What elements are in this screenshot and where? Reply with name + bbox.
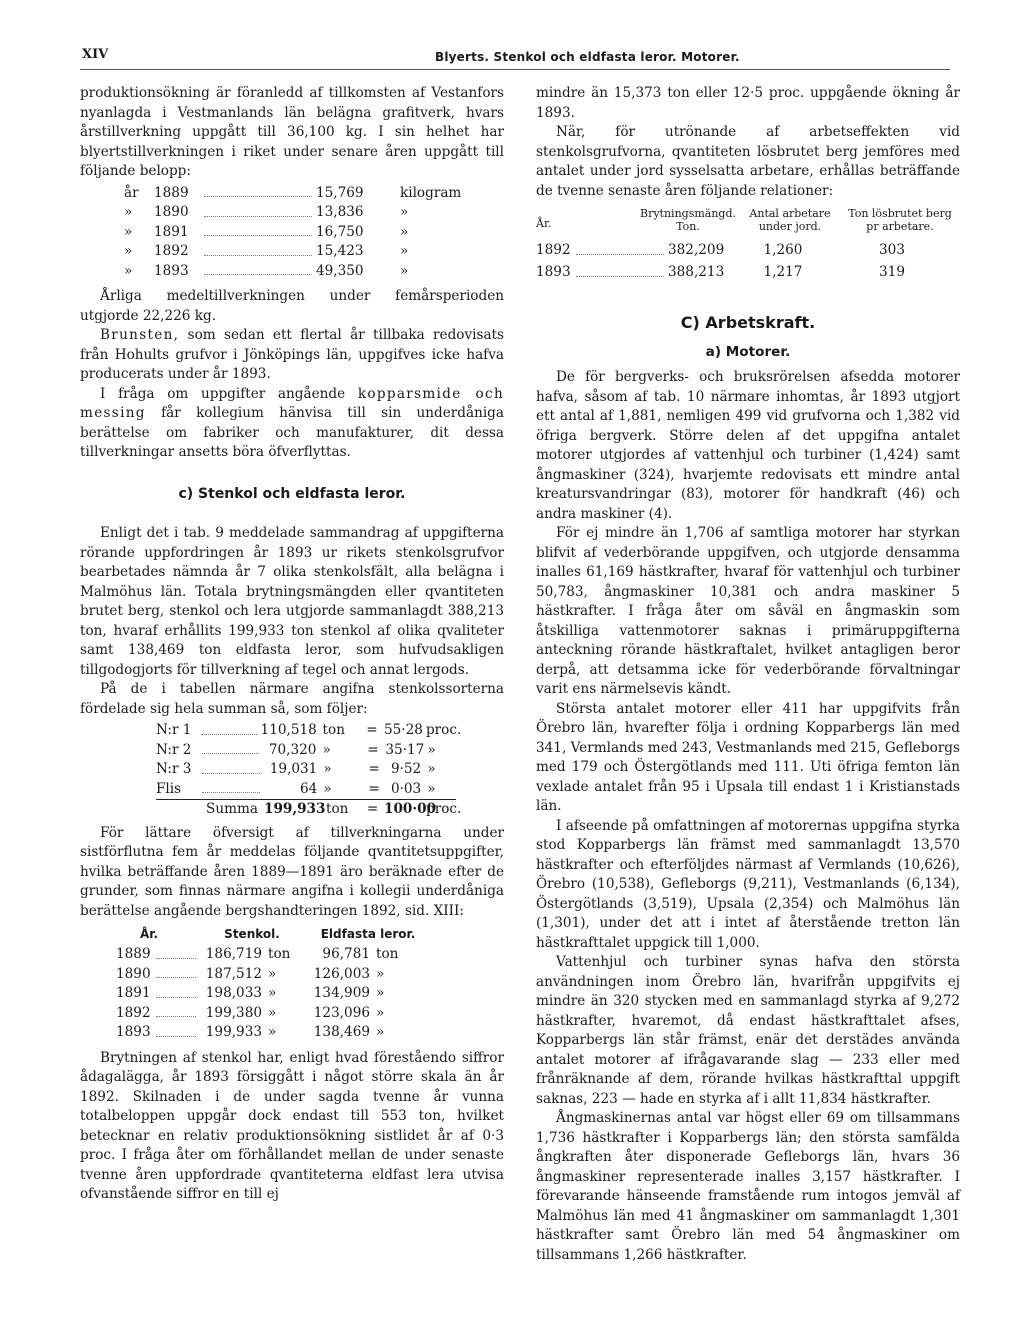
- sort-row: [156, 760, 456, 780]
- production-row: [116, 984, 446, 1004]
- graphite-year: 1890: [154, 204, 189, 220]
- right-column: [536, 84, 960, 1265]
- graphite-unit: »: [400, 262, 409, 279]
- sort-row: [156, 780, 456, 800]
- paragraph-waterwheels: Vattenhjul och turbiner synas hafva den största användningen inom Örebro län, hvarifrån uppgifvits ej mindre än 320 stycken med en sammanlagd styrka af 9,272 hästkrafter, hvaremot, då endast hästkrafttalet afses, Kopparbergs län står främst, enär det derstädes använda antalet motorer af ifrågavarande slag — 233 eller med frånräknande af dem, rörande hvilkas hästkrafttal uppgift saknas, 223 — hade en styrka af i allt 11,834 hästkrafter.: [536, 954, 960, 1107]
- graphite-prefix: »: [124, 223, 133, 240]
- production-coal: 199,380: [205, 1004, 262, 1021]
- kopparsmide-word: kopparsmide och messing: [80, 385, 505, 421]
- production-coal-unit: »: [268, 965, 277, 982]
- production-table: [116, 925, 446, 1043]
- paragraph-horsepower: För ej mindre än 1,706 af samtliga motorer har styrkan blifvit af vederbörande uppgifven, och utgjorde densamma inalles 61,169 hästkrafter, hvaraf för vattenhjul och turbiner 50,783, ångmaskiner 10,381 och andra maskiner 5 hästkrafter. I fråga åter om såväl en ångmaskin som åtskilliga vattenmotorer saknas i primäruppgifterna anteckning rörande hästkraftalet, hvilket antagligen beror derpå, att detsamma icke för vederbörande förvaltningar varit ens närmelsevis kändt.: [536, 525, 960, 697]
- labor-header-per-worker: Ton lösbrutet berg pr arbetare.: [848, 207, 952, 233]
- section-heading-arbetskraft: C) Arbetskraft.: [680, 313, 816, 332]
- production-row: [116, 965, 446, 985]
- production-year: 1889: [116, 946, 151, 962]
- production-row: [116, 1023, 446, 1043]
- sort-name: Flis: [156, 780, 182, 797]
- sort-value: 70,320: [268, 741, 317, 758]
- dot-leader: [156, 1023, 196, 1037]
- production-year: 1893: [116, 1024, 151, 1040]
- production-clay: 123,096: [313, 1004, 370, 1021]
- paragraph-brytningen: Brytningen af stenkol har, enligt hvad föreståendo siffror ådagalägga, år 1893 försiggått i något större skala än år 1892. Skilnaden i de under sagda tvenne år vunna totalbeloppen uppgår dock endast till 553 ton, hvilket betecknar en relativ produktionsökning sistlidet år af 0·3 proc. I fråga åter om förhållandet mellan de under senaste tvenne åren uppfordrade qvantiteterna eldfast lera utvisa ofvanstående siffror en till ej: [80, 1049, 504, 1202]
- graphite-yearly-table: [124, 184, 504, 282]
- graphite-unit: »: [400, 243, 409, 259]
- brunsten-text: som sedan ett flertal år tillbaka redovisats från Hohults grufvor i Jönköpings län, uppgifves icke hafva producerats under år 1893.: [80, 327, 504, 382]
- paragraph-overview-intro: För lättare öfversigt af tillverkningarna under sistförflutna fem år meddelas följande qvantitetsuppgifter, hvilka beträffande åren 1889—1891 äro beräknade efter de grunder, som finnas närmare angifna i kollegii underdåniga berättelse angående bergshandteringen 1892, sid. XIII:: [80, 824, 504, 919]
- production-coal-unit: »: [268, 1024, 277, 1040]
- dot-leader: [156, 965, 196, 979]
- production-coal: 187,512: [205, 965, 262, 982]
- graphite-prefix: år: [124, 184, 139, 201]
- graphite-unit: »: [400, 223, 409, 240]
- graphite-year: 1891: [154, 223, 189, 240]
- graphite-year: 1892: [154, 243, 189, 259]
- sort-row: [156, 741, 456, 761]
- page-header: [80, 45, 950, 70]
- sort-value: 19,031: [269, 761, 318, 777]
- sort-name: N:r 3: [156, 761, 192, 777]
- section-heading-stenkol: c) Stenkol och eldfasta leror.: [178, 485, 406, 502]
- dot-leader: [576, 241, 664, 255]
- paragraph-brunsten: [80, 326, 504, 385]
- kopparsmide-pre: I fråga om uppgifter angående: [100, 385, 358, 402]
- sort-percent-unit: »: [427, 780, 436, 797]
- production-coal: 186,719: [205, 946, 262, 962]
- dot-leader: [202, 760, 260, 774]
- sum-equals: =: [366, 801, 379, 817]
- graphite-unit: kilogram: [400, 184, 462, 201]
- graphite-value: 49,350: [316, 262, 364, 279]
- production-header-year: År.: [140, 927, 159, 941]
- production-coal-unit: »: [268, 985, 277, 1001]
- paragraph-kopparsmide: [80, 385, 504, 463]
- paragraph-steam-engines: Ångmaskinernas antal var högst eller 69 om tillsammans 1,736 hästkrafter i Kopparbergs län; den största samfälda ångkraften åter disponerade Gefleborgs län, hvars 36 ångmaskiner representerade inalles 3,157 hästkrafter. I förevarande hänseende framstående rum intogos jemväl af Malmöhus län med 41 ångmaskiner om sammanlagdt 1,301 hästkrafter samt Örebro län med 54 ångmaskiner om tillsammans 1,266 hästkrafter.: [536, 1110, 960, 1263]
- sum-percent: 100·00: [384, 801, 437, 817]
- production-clay-unit: »: [376, 965, 385, 982]
- graphite-row: [124, 242, 504, 262]
- dot-leader: [156, 984, 196, 998]
- graphite-year: 1893: [154, 262, 189, 279]
- paragraph-sort-intro: På de i tabellen närmare angifna stenkolssorterna fördelade sig hela summan så, som följer:: [80, 681, 504, 717]
- sort-equals: =: [368, 761, 380, 777]
- sum-percent-unit: proc.: [426, 801, 462, 817]
- labor-per-worker: 303: [879, 242, 905, 258]
- graphite-row: [124, 223, 504, 243]
- graphite-prefix: »: [124, 243, 133, 259]
- running-title: Blyerts. Stenkol och eldfasta leror. Motorer.: [435, 50, 740, 64]
- sum-unit: ton: [325, 801, 349, 817]
- production-coal: 199,933: [205, 1024, 262, 1040]
- coal-sorts-table: [156, 721, 462, 820]
- sort-unit: ton: [322, 722, 345, 738]
- graphite-row: [124, 203, 504, 223]
- sort-percent: 35·17: [385, 741, 425, 758]
- production-year: 1892: [116, 1004, 151, 1021]
- paragraph-continuation: mindre än 15,373 ton eller 12·5 proc. uppgående ökning år 1893.: [536, 85, 960, 121]
- paragraph-motors-total: De för bergverks- och bruksrörelsen afsedda motorer hafva, såsom af tab. 10 närmare inhomtas, år 1893 utgjort ett antal af 1,881, nemligen 499 vid grufvorna och 1,382 vid öfriga bergverk. Större delen af det uppgifna antalet motorer utgjordes af vattenhjul och turbiner (1,424) samt ångmaskiner (324), hvarjemte redovisats ett mindre antal kreatursvandringar (83), motorer för handkraft (46) och andra maskiner (4).: [536, 369, 960, 522]
- dot-leader: [156, 945, 196, 959]
- sort-percent: 55·28: [383, 722, 423, 738]
- graphite-value: 15,423: [316, 243, 364, 259]
- sort-unit: »: [323, 780, 332, 797]
- labor-tonnage: 388,213: [668, 264, 725, 280]
- production-year: 1891: [116, 985, 151, 1001]
- labor-workers: 1,260: [763, 242, 803, 258]
- production-header-clay: Eldfasta leror.: [320, 927, 416, 941]
- production-header-coal: Stenkol.: [224, 927, 280, 941]
- labor-header-year: År.: [536, 217, 552, 230]
- labor-per-worker: 319: [879, 264, 905, 280]
- dot-leader: [204, 262, 312, 276]
- sort-value: 64: [300, 780, 318, 797]
- labor-tonnage: 382,209: [668, 242, 725, 258]
- paragraph-stenkol-summary: Enligt det i tab. 9 meddelade sammandrag af uppgifterna rörande uppfordringen år 1893 ur rikets stenkolsgrufvor bearbetades nämnda år 7 olika stenkolsfält, alla belägna i Malmöhus län. Totala brytningsmängden eller qvantiteten brutet berg, stenkol och lera utgjorde sammanlagdt 388,213 ton, hvaraf erhållits 199,933 ton stenkol af olika qvaliteter samt 138,469 ton eldfasta leror, som hufvudsakligen tillgodogjorts för tillverkning af tegel och annat lergods.: [80, 525, 504, 678]
- left-column: [80, 84, 504, 1205]
- graphite-prefix: »: [124, 262, 133, 279]
- production-clay: 126,003: [313, 965, 370, 982]
- section-heading-motorer: a) Motorer.: [705, 343, 791, 360]
- dot-leader: [576, 263, 664, 277]
- graphite-value: 15,769: [316, 184, 364, 201]
- sort-percent-unit: »: [427, 761, 436, 777]
- production-clay: 134,909: [313, 985, 370, 1001]
- dot-leader: [202, 741, 259, 755]
- page-number: XIV: [82, 47, 109, 62]
- production-row: [116, 1004, 446, 1024]
- sort-unit: »: [323, 761, 332, 777]
- sort-percent: 9·52: [390, 761, 422, 777]
- labor-year: 1892: [536, 242, 571, 258]
- dot-leader: [204, 203, 312, 217]
- production-clay-unit: »: [376, 985, 385, 1001]
- graphite-value: 16,750: [316, 223, 364, 240]
- sort-percent: 0·03: [390, 780, 422, 797]
- sort-unit: »: [322, 741, 331, 758]
- sum-value: 199,933: [263, 801, 326, 817]
- labor-year: 1893: [536, 264, 571, 280]
- labor-row: [536, 241, 960, 263]
- paragraph-work-effect: När, för utrönande af arbetseffekten vid stenkolsgrufvorna, qvantiteten lösbrutet berg jemföres med antalet under jord sysselsatta arbetare, erhållas beträffande de tvenne senaste åren följande relationer:: [536, 124, 960, 199]
- production-row: [116, 945, 446, 965]
- dot-leader: [204, 242, 312, 256]
- graphite-unit: »: [400, 204, 409, 220]
- sort-equals: =: [367, 741, 379, 758]
- production-coal: 198,033: [205, 985, 262, 1001]
- sort-percent-unit: proc.: [425, 722, 462, 738]
- labor-table-header: [536, 207, 960, 241]
- production-clay: 138,469: [313, 1024, 370, 1040]
- dot-leader: [202, 780, 260, 794]
- graphite-row: [124, 184, 504, 204]
- sort-row: [156, 721, 462, 741]
- graphite-value: 13,836: [316, 204, 364, 220]
- sort-equals: =: [366, 722, 378, 738]
- sort-name: N:r 2: [156, 741, 192, 758]
- dot-leader: [204, 223, 312, 237]
- production-coal-unit: »: [268, 1004, 277, 1021]
- production-clay-unit: »: [376, 1024, 385, 1040]
- dot-leader: [156, 1004, 196, 1018]
- sort-equals: =: [368, 780, 380, 797]
- production-table-header: [116, 925, 446, 945]
- brunsten-word: Brunsten,: [100, 327, 180, 343]
- sum-label: Summa: [206, 801, 258, 817]
- graphite-year: 1889: [154, 184, 189, 201]
- paragraph-graphite-average: Årliga medeltillverkningen under femårsperioden utgjorde 22,226 kg.: [80, 288, 504, 324]
- production-clay-unit: »: [376, 1004, 385, 1021]
- paragraph-motors-by-county: Största antalet motorer eller 411 har uppgifvits från Örebro län, hvarefter följa i ordning Kopparbergs län med 341, Vermlands med 243, Vestmanlands med 215, Gefleborgs med 179 och Östergötlands med 111. Uti öfriga femton län vexlade antalet från 95 i Upsala till endast 1 i Kristianstads län.: [536, 700, 960, 814]
- labor-header-workers: Antal arbetare under jord.: [749, 207, 831, 233]
- paragraph-strength-by-county: I afseende på omfattningen af motorernas uppgifna styrka stod Kopparbergs län främst med sammanlagdt 13,570 hästkrafter och efterföljdes närmast af Vermlands (10,626), Örebro (10,538), Gefleborgs (9,211), Vestmanlands (6,134), Östergötlands (3,519), Upsala (2,354) och Malmöhus län (1,301), under det att i intet af återstående tretton län hästkrafttalet uppgick till 1,000.: [536, 817, 960, 951]
- graphite-prefix: »: [124, 204, 133, 220]
- production-clay: 96,781: [322, 946, 370, 962]
- kopparsmide-post: får kollegium hänvisa till sin underdåniga berättelse om fabriker och manufakturer, dit dessa tillverkningar ansetts böra öfverflyttas.: [80, 405, 504, 460]
- labor-relation-table: [536, 207, 960, 285]
- labor-row: [536, 263, 960, 285]
- production-year: 1890: [116, 965, 151, 982]
- sort-percent-unit: »: [427, 741, 436, 758]
- sort-value: 110,518: [260, 722, 317, 738]
- dot-leader: [201, 721, 257, 735]
- labor-workers: 1,217: [763, 264, 803, 280]
- production-coal-unit: ton: [268, 946, 291, 962]
- graphite-row: [124, 262, 504, 282]
- dot-leader: [204, 184, 312, 198]
- sum-row: [156, 799, 462, 820]
- labor-header-tonnage: Brytningsmängd. Ton.: [639, 207, 736, 233]
- sort-name: N:r 1: [156, 722, 192, 738]
- paragraph-graphite-intro: produktionsökning är föranledd af tillkomsten af Vestanfors nyanlagda i Vestmanlands län belägna grafitverk, hvars årstillverkning uppgått till 36,100 kg. I sin helhet har blyertstillverkningen i riket under senare åren uppgått till följande belopp:: [80, 85, 504, 179]
- production-clay-unit: ton: [376, 946, 399, 962]
